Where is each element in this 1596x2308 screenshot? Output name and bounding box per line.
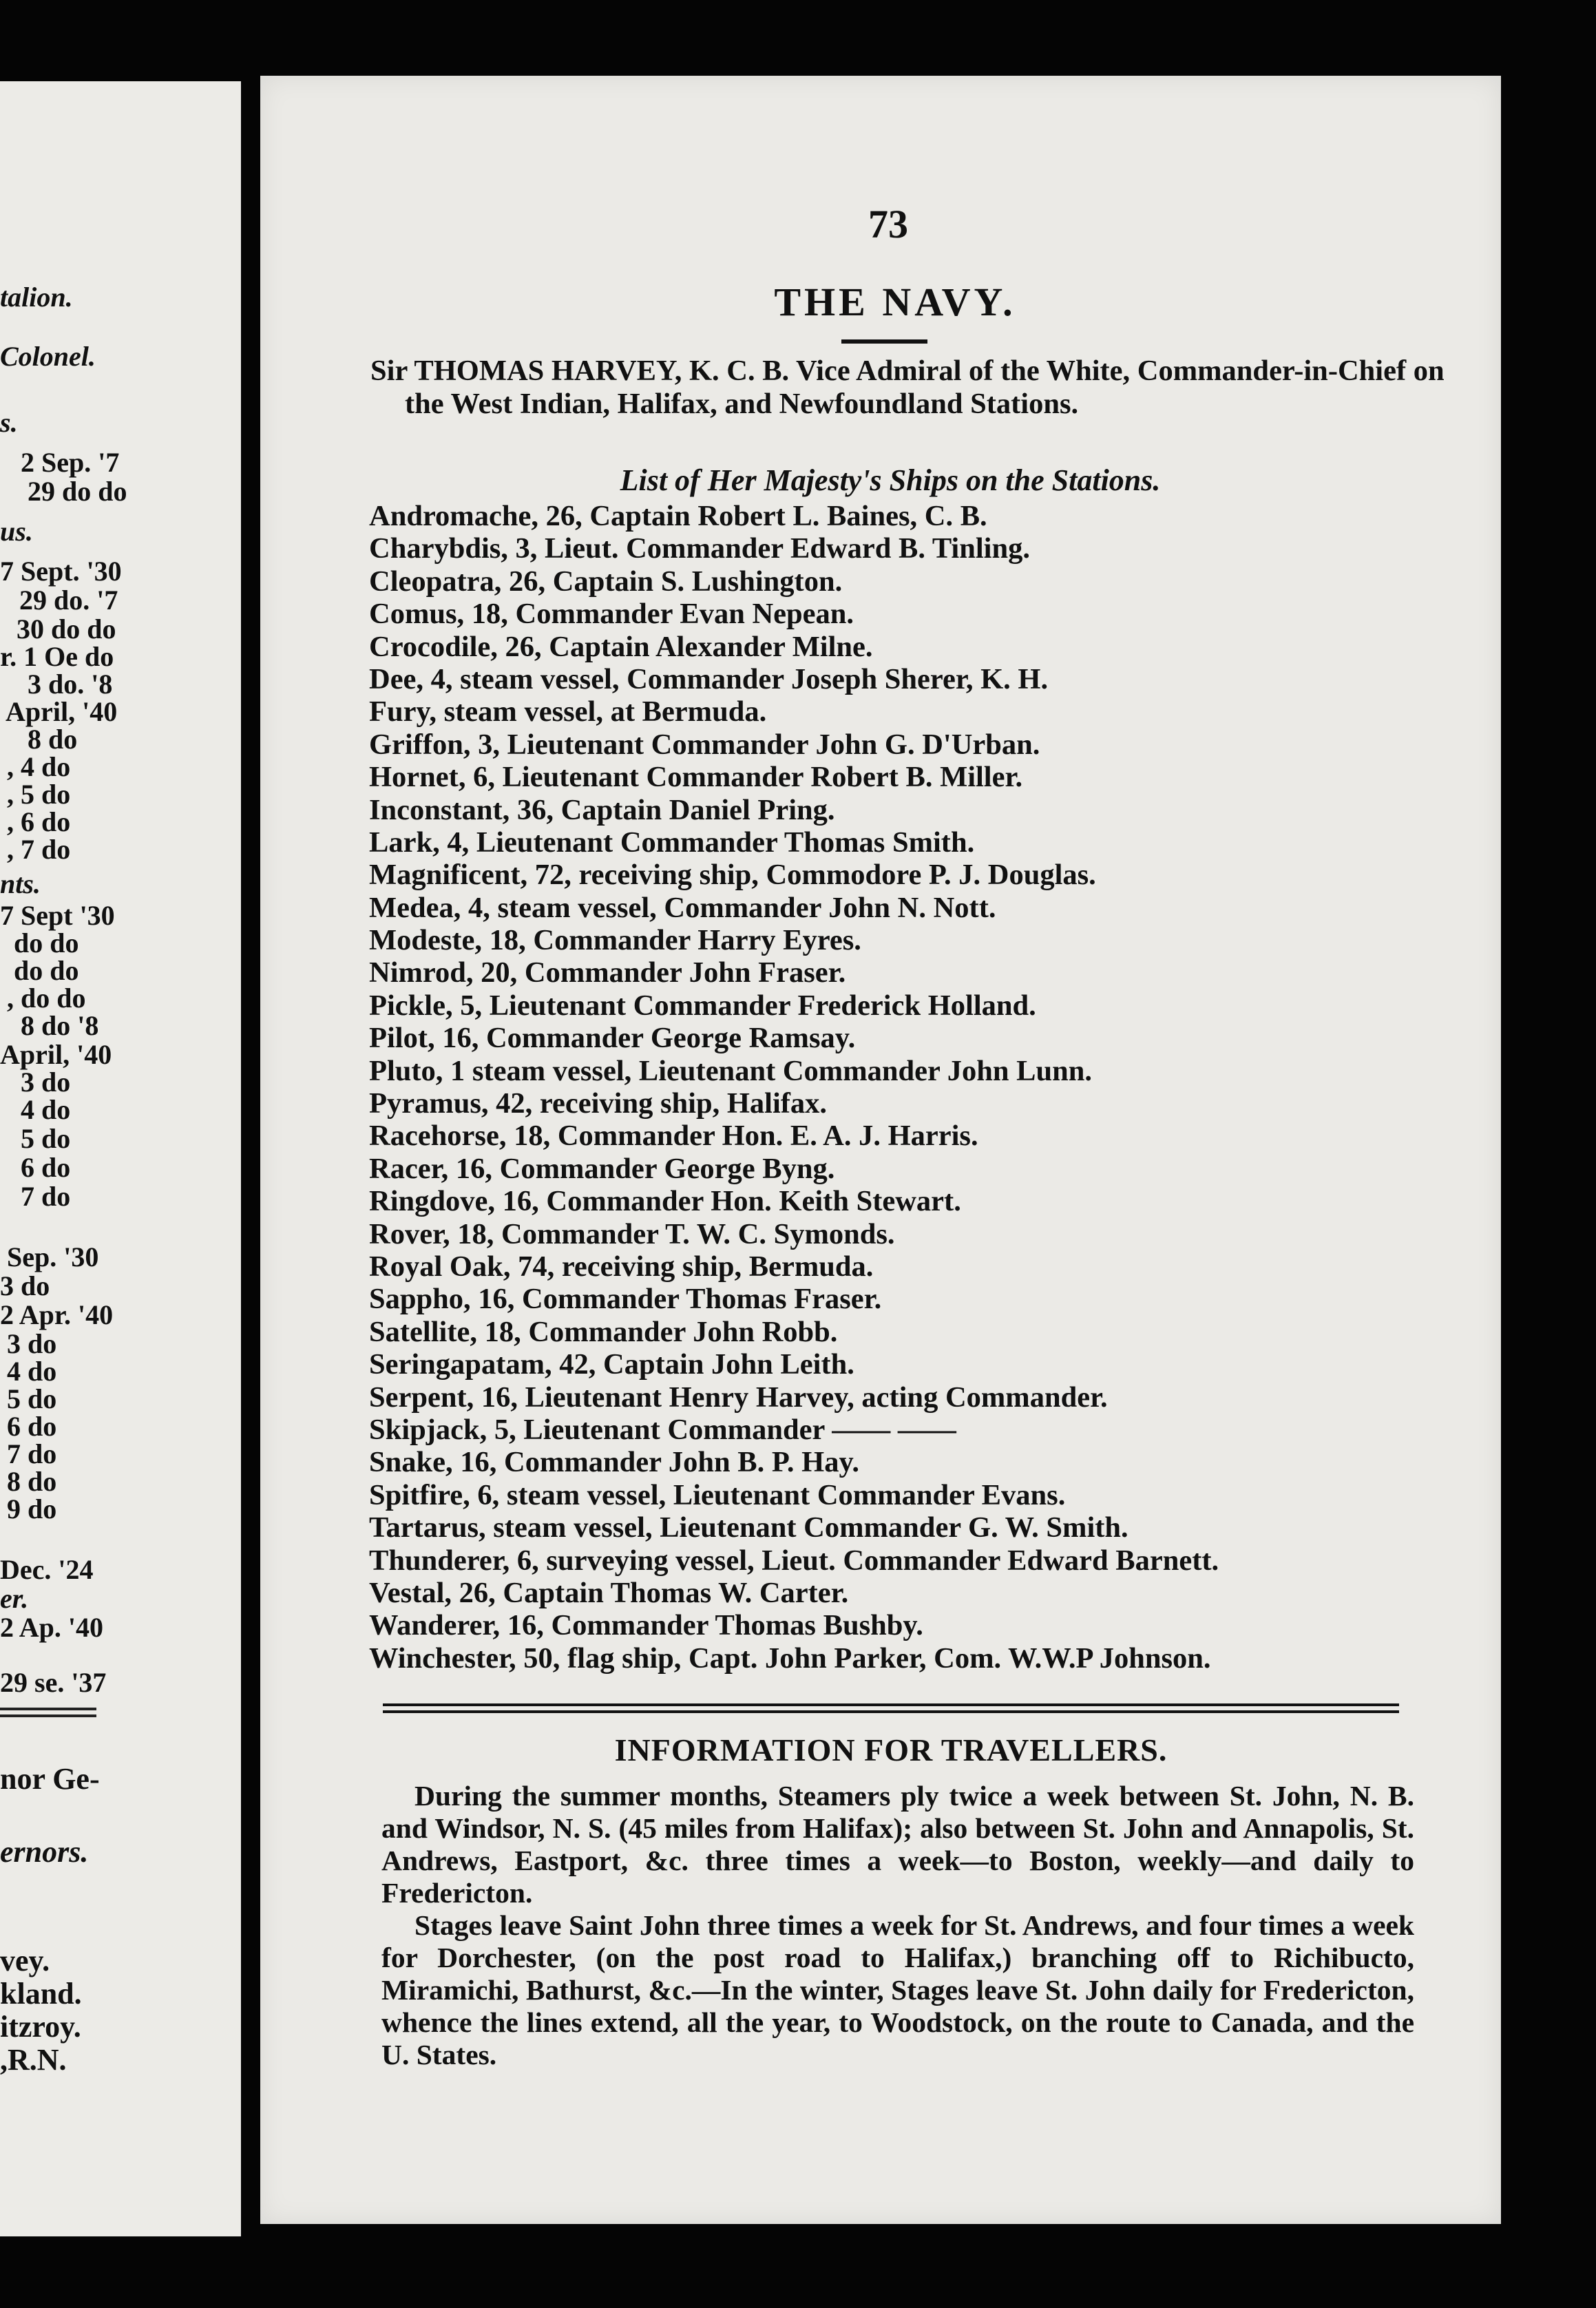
ship-entry: Dee, 4, steam vessel, Commander Joseph Sherer, K. H. [369, 662, 1049, 695]
left-page-line: 8 do [7, 1466, 57, 1497]
ship-entry: Snake, 16, Commander John B. P. Hay. [369, 1446, 860, 1479]
left-page-line: itzroy. [0, 2010, 81, 2044]
left-page-line: 30 do do [17, 613, 116, 644]
left-page-line: 8 do [28, 724, 78, 755]
left-page-line: nts. [0, 868, 41, 899]
ship-entry: Cleopatra, 26, Captain S. Lushington. [369, 565, 843, 598]
title-rule [841, 339, 927, 344]
left-page-line: 2 Apr. '40 [0, 1299, 114, 1330]
left-page-line: 4 do [7, 1356, 57, 1387]
left-page-line: April, '40 [0, 1039, 112, 1070]
left-page-line: do do [14, 955, 79, 986]
info-heading: INFORMATION FOR TRAVELLERS. [614, 1732, 1168, 1767]
ship-entry: Nimrod, 20, Commander John Fraser. [369, 956, 846, 989]
left-page-line: er. [0, 1583, 29, 1614]
left-page-line: us. [0, 516, 33, 547]
ship-entry: Racehorse, 18, Commander Hon. E. A. J. Harris. [369, 1120, 978, 1153]
left-page-line: kland. [0, 1977, 82, 2011]
left-page-line: , 7 do [7, 834, 71, 865]
left-page-line: 2 Ap. '40 [0, 1612, 104, 1643]
ship-entry: Vestal, 26, Captain Thomas W. Carter. [369, 1576, 849, 1609]
ship-entry: Skipjack, 5, Lieutenant Commander —— —— [369, 1413, 956, 1446]
ship-entry: Seringapatam, 42, Captain John Leith. [369, 1348, 854, 1381]
left-page-line: 6 do [7, 1411, 57, 1442]
ship-entry: Winchester, 50, flag ship, Capt. John Parker, Com. W.W.P Johnson. [369, 1641, 1211, 1675]
left-page-line: , 6 do [7, 806, 71, 837]
page-number: 73 [868, 202, 908, 246]
left-page-line: s. [0, 407, 18, 438]
left-page-line: ,R.N. [0, 2043, 67, 2077]
left-page-line: 7 Sept '30 [0, 900, 115, 931]
left-page-line: 29 do. '7 [19, 585, 118, 616]
left-page-line: , do do [7, 983, 86, 1014]
left-page-line: 7 do [7, 1438, 57, 1469]
left-page-line: 3 do. '8 [28, 669, 113, 700]
left-page-line: 3 do [21, 1067, 71, 1098]
left-page-line: 29 se. '37 [0, 1667, 107, 1698]
ship-entry: Spitfire, 6, steam vessel, Lieutenant Commander Evans. [369, 1478, 1066, 1511]
ship-entry: Tartarus, steam vessel, Lieutenant Commander G. W. Smith. [369, 1511, 1128, 1544]
ship-entry: Thunderer, 6, surveying vessel, Lieut. Commander Edward Barnett. [369, 1544, 1219, 1577]
left-page-line: vey. [0, 1944, 50, 1977]
ship-entry: Ringdove, 16, Commander Hon. Keith Stewart. [369, 1185, 961, 1218]
left-page-line: 3 do [7, 1328, 57, 1359]
ship-entry: Fury, steam vessel, at Bermuda. [369, 695, 767, 728]
left-page-line: nor Ge- [0, 1762, 100, 1796]
ship-entry: Pickle, 5, Lieutenant Commander Frederick Holland. [369, 989, 1036, 1022]
info-paragraph: During the summer months, Steamers ply twice a week between St. John, N. B. and Windsor, N. S. (45 miles from Halifax); also between St. John and Annapolis, St. Andrews, Eastport, &c. three times a week—to Boston, weekly—and daily to Fredericton. [381, 1780, 1414, 1909]
left-page-line: , 5 do [7, 779, 71, 810]
ship-entry: Medea, 4, steam vessel, Commander John N. Nott. [369, 891, 996, 924]
left-page-line: 29 do do [28, 476, 127, 507]
ship-entry: Hornet, 6, Lieutenant Commander Robert B. Miller. [369, 761, 1023, 794]
ship-entry: Pluto, 1 steam vessel, Lieutenant Commander John Lunn. [369, 1054, 1092, 1087]
ship-entry: Crocodile, 26, Captain Alexander Milne. [369, 630, 873, 663]
ship-entry: Inconstant, 36, Captain Daniel Pring. [369, 793, 835, 826]
left-page-line: Sep. '30 [7, 1241, 99, 1272]
section-divider-bottom [383, 1710, 1399, 1713]
left-page-line: r. 1 Oe do [0, 641, 114, 672]
left-page-line: 7 Sept. '30 [0, 556, 122, 587]
ship-entry: Magnificent, 72, receiving ship, Commodore P. J. Douglas. [369, 859, 1096, 892]
left-page-line: 7 do [21, 1181, 71, 1212]
left-page-line: 6 do [21, 1152, 71, 1183]
ship-entry: Lark, 4, Lieutenant Commander Thomas Smith. [369, 826, 975, 859]
ship-entry: Modeste, 18, Commander Harry Eyres. [369, 924, 861, 957]
left-page-rule [0, 1714, 96, 1717]
ship-list [369, 500, 1429, 1675]
ship-entry: Rover, 18, Commander T. W. C. Symonds. [369, 1217, 895, 1250]
ship-entry: Wanderer, 16, Commander Thomas Bushby. [369, 1609, 923, 1642]
left-page-line: ernors. [0, 1835, 89, 1869]
left-page-line: 5 do [7, 1383, 57, 1414]
section-divider-top [383, 1703, 1399, 1706]
ship-entry: Pilot, 16, Commander George Ramsay. [369, 1022, 856, 1055]
left-page-line: do do [14, 927, 79, 958]
info-paragraph: Stages leave Saint John three times a week for St. Andrews, and four times a week for Dorchester, (on the post road to Halifax,) branching off to Richibucto, Miramichi, Bathurst, &c.—In the winter, Stages leave St. John daily for Fredericton, whence the lines extend, all the year, to Woodstock, on the route to Canada, and the U. States. [381, 1909, 1414, 2070]
ship-entry: Comus, 18, Commander Evan Nepean. [369, 598, 854, 631]
left-page-line: 2 Sep. '7 [21, 447, 120, 478]
admiral-entry: Sir THOMAS HARVEY, K. C. B. Vice Admiral of the White, Commander-in-Chief on the West Indian, Halifax, and Newfoundland Stations. [370, 355, 1445, 420]
ship-entry: Pyramus, 42, receiving ship, Halifax. [369, 1087, 828, 1120]
left-page-line: Colonel. [0, 341, 96, 372]
ship-entry: Charybdis, 3, Lieut. Commander Edward B. Tinling. [369, 532, 1031, 565]
ship-entry: Andromache, 26, Captain Robert L. Baines, C. B. [369, 500, 987, 532]
left-page-line: 4 do [21, 1094, 71, 1125]
ship-list-heading: List of Her Majesty's Ships on the Stations. [620, 463, 1161, 497]
ship-entry: Serpent, 16, Lieutenant Henry Harvey, acting Commander. [369, 1381, 1108, 1414]
left-page-fragment [0, 81, 241, 2236]
left-page-line: 5 do [21, 1123, 71, 1154]
left-page-line: 9 do [7, 1493, 57, 1524]
left-page-line: 3 do [0, 1270, 50, 1301]
left-page-line: talion. [0, 282, 73, 313]
ship-entry: Royal Oak, 74, receiving ship, Bermuda. [369, 1250, 874, 1283]
left-page-line: , 4 do [7, 751, 71, 782]
left-page-line: Dec. '24 [0, 1554, 94, 1585]
section-title: THE NAVY. [774, 280, 1016, 324]
left-page-rule [0, 1708, 96, 1710]
ship-entry: Sappho, 16, Commander Thomas Fraser. [369, 1283, 882, 1316]
ship-entry: Griffon, 3, Lieutenant Commander John G. D'Urban. [369, 728, 1040, 761]
left-page-line: April, '40 [6, 696, 118, 727]
ship-entry: Satellite, 18, Commander John Robb. [369, 1315, 838, 1348]
ship-entry: Racer, 16, Commander George Byng. [369, 1152, 835, 1185]
left-page-line: 8 do '8 [21, 1010, 99, 1041]
